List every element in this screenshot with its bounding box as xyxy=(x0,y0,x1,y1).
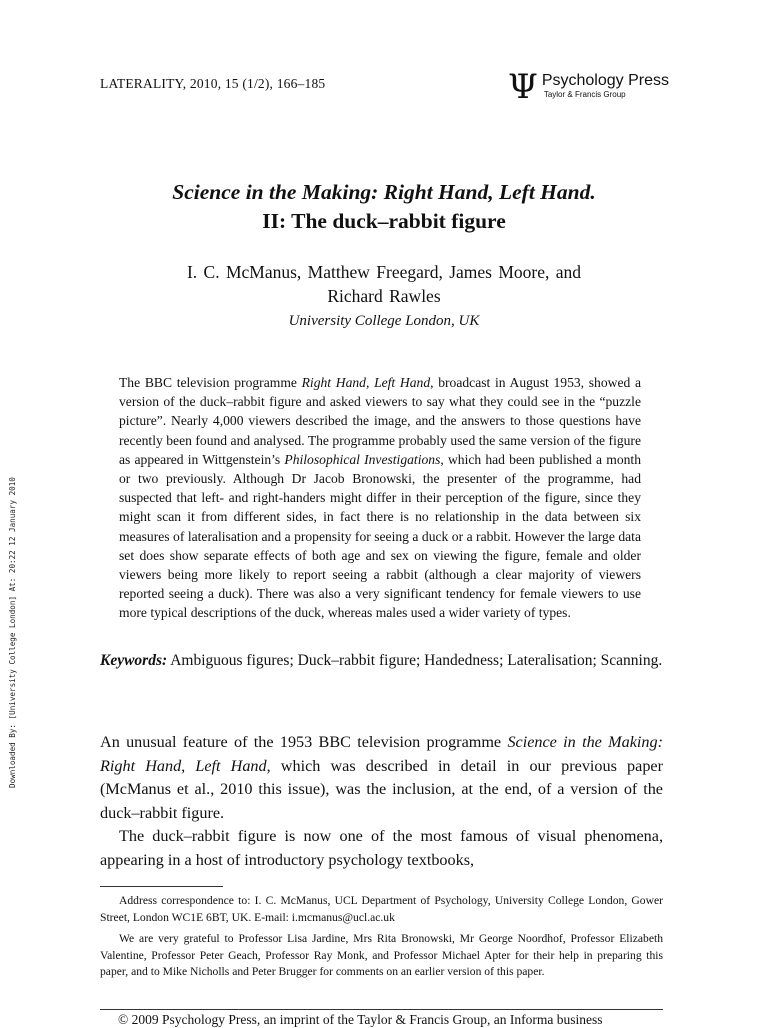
keywords-label: Keywords: xyxy=(100,652,168,669)
body-p1-text-b: , which was described in detail in our previous paper (McManus et al., 2010 this issue), was the inclusion, at the end, of a version of the duck–rabbit figure. xyxy=(100,756,663,822)
keywords-text: Ambiguous figures; Duck–rabbit figure; Handedness; Lateralisation; Scanning. xyxy=(167,652,663,669)
authors-line-1: I. C. McManus, Matthew Freegard, James Moore, and xyxy=(186,262,582,282)
authors-line-2: Richard Rawles xyxy=(327,286,441,306)
abstract-text-2: , broadcast in August 1953, showed a version of the duck–rabbit figure and asked viewers to say what they could see in the “puzzle picture”. Nearly 4,000 viewers described the image, and the answers to those questions have recently been found and analysed. The programme probably used the same version of the figure as appeared in Wittgenstein’s xyxy=(119,375,642,467)
footnote-acknowledgements: We are very grateful to Professor Lisa Jardine, Mrs Rita Bronowski, Mr George Noordhof, Professor Elizabeth Valentine, Professor Peter Geach, Professor Ray Monk, and Professor Michael Apter for their help in preparing this paper, and to Mike Nicholls and Peter Brugger for comments on an earlier version of this paper. xyxy=(100,932,663,978)
body-paragraph-2: The duck–rabbit figure is now one of the most famous of visual phenomena, appearing in a host of introductory psychology textbooks, xyxy=(100,827,663,869)
body-text xyxy=(100,731,663,872)
bottom-divider xyxy=(100,1009,663,1010)
abstract-text-1: The BBC television programme xyxy=(119,375,302,390)
body-p1-text-a: An unusual feature of the 1953 BBC television programme xyxy=(100,733,508,751)
copyright-notice: © 2009 Psychology Press, an imprint of the Taylor & Francis Group, an Informa business xyxy=(118,1012,603,1027)
affiliation: University College London, UK xyxy=(288,313,480,329)
footnote-divider xyxy=(100,886,223,887)
publisher-subtitle: Taylor & Francis Group xyxy=(543,90,626,99)
abstract xyxy=(119,373,641,623)
journal-reference: LATERALITY, 2010, 15 (1/2), 166–185 xyxy=(100,76,326,91)
download-watermark: Downloaded By: [University College London] At: 20:22 12 January 2010 xyxy=(8,477,17,788)
body-p1-italic: Science in the Making: Right Hand, Left Hand xyxy=(100,733,663,775)
publisher-name: Psychology Press xyxy=(541,72,669,89)
author-list xyxy=(100,260,668,308)
abstract-text-3: , which had been published a month or two previously. Although Dr Jacob Bronowski, the presenter of the programme, had suspected that left- and right-handers might differ in their perception of the figure, since they might scan it from different sides, in fact there is no relationship in the data between six measures of lateralisation and a propensity for seeing a duck or a rabbit. However the large data set does show separate effects of both age and sex on viewing the figure, female and older viewers being more likely to report seeing a rabbit (although a clear majority of viewers reported seeing a duck). There was also a very significant tendency for female viewers to use more typical descriptions of the duck, whereas males used a wider variety of types. xyxy=(119,451,641,621)
title-line-1: Science in the Making: Right Hand, Left Hand. xyxy=(172,180,596,204)
footnote-correspondence: Address correspondence to: I. C. McManus, UCL Department of Psychology, University College London, Gower Street, London WC1E 6BT, UK. E-mail: i.mcmanus@ucl.ac.uk xyxy=(100,894,663,924)
keywords xyxy=(100,650,663,671)
psi-logo-icon: Ψ xyxy=(508,67,538,107)
body-paragraph-1 xyxy=(100,731,663,825)
abstract-italic-programme: Right Hand, Left Hand xyxy=(301,375,431,390)
title-line-2: II: The duck–rabbit figure xyxy=(262,209,506,233)
publisher-logo xyxy=(508,67,669,107)
abstract-italic-book: Philosophical Investigations xyxy=(284,451,441,467)
footnotes xyxy=(100,893,663,986)
article-title xyxy=(80,178,688,236)
